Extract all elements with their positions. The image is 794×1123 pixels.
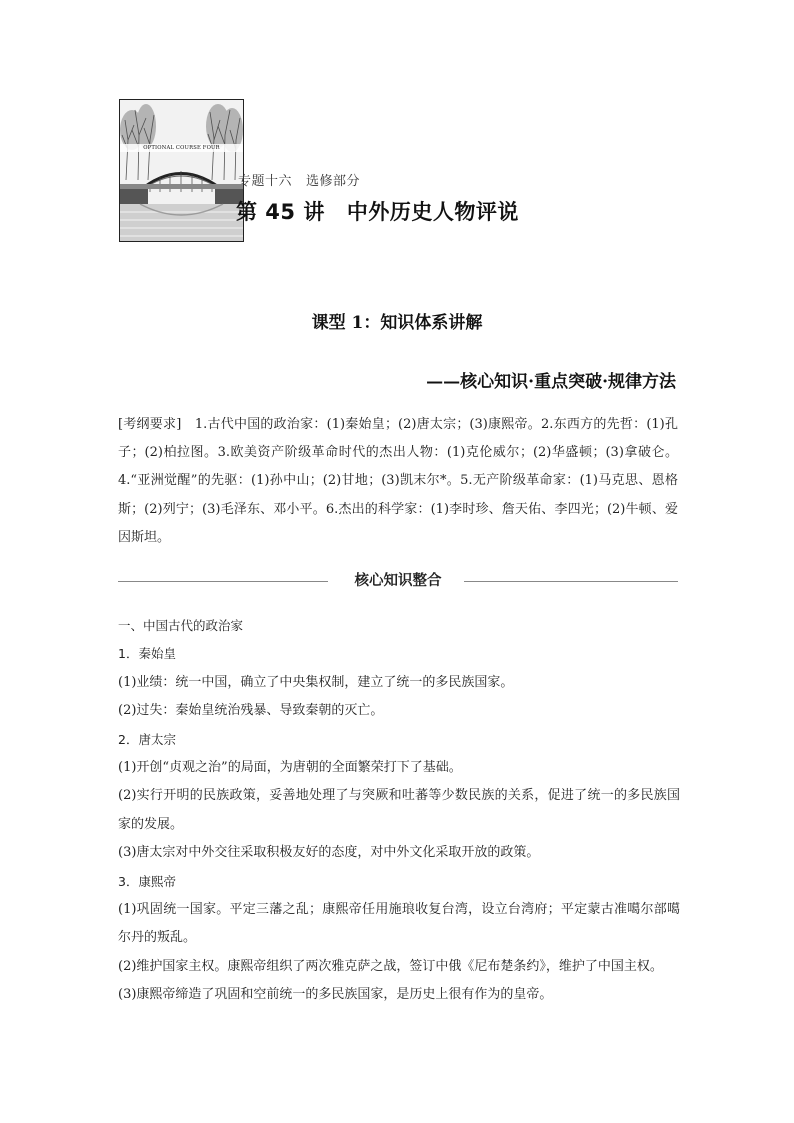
subject-part: 选修部分	[306, 174, 361, 189]
subject-line	[238, 170, 360, 189]
subsection-title-kangxi: 3．康熙帝	[118, 873, 176, 889]
subsection-title-qin: 1．秦始皇	[118, 646, 176, 662]
paragraph: (2)实行开明的民族政策，妥善地处理了与突厥和吐蕃等少数民族的关系，促进了统一的多民族国家的发展。	[118, 788, 680, 832]
lesson-type-heading: 课型 1：知识体系讲解	[311, 313, 483, 333]
cover-image	[119, 99, 244, 242]
paragraph: (1)巩固统一国家。平定三藩之乱；康熙帝任用施琅收复台湾，设立台湾府；平定蒙古准噶尔部噶尔丹的叛乱。	[118, 902, 680, 946]
lecture-title	[236, 196, 519, 226]
cover-caption: OPTIONAL COURSE FOUR	[143, 145, 220, 151]
exam-requirements: [考纲要求] 1.古代中国的政治家：(1)秦始皇；(2)唐太宗；(3)康熙帝。2.东西方的先哲：(1)孔子；(2)柏拉图。3.欧美资产阶级革命时代的杰出人物：(1)克伦威尔；(2)华盛顿；(3)拿破仑。4.“亚洲觉醒”的先驱：(1)孙中山；(2)甘地；(3)凯末尔*。5.无产阶级革命家：(1)马克思、恩格斯；(2)列宁；(3)毛泽东、邓小平。6.杰出的科学家：(1)李时珍、詹天佑、李四光；(2)牛顿、爱因斯坦。	[118, 417, 678, 545]
paragraph: (1)业绩：统一中国，确立了中央集权制，建立了统一的多民族国家。	[118, 674, 514, 690]
lesson-subtitle: ——核心知识·重点突破·规律方法	[426, 372, 676, 392]
divider-line-right	[464, 581, 678, 582]
paragraph: (1)开创“贞观之治”的局面，为唐朝的全面繁荣打下了基础。	[118, 760, 462, 776]
part-title: 一、中国古代的政治家	[118, 618, 244, 633]
paragraph: (2)维护国家主权。康熙帝组织了两次雅克萨之战，签订中俄《尼布楚条约》，维护了中国主权。	[118, 958, 663, 974]
section-title: 核心知识整合	[354, 573, 442, 589]
paragraph: (3)康熙帝缔造了巩固和空前统一的多民族国家，是历史上很有作为的皇帝。	[118, 987, 553, 1003]
subsection-title-tang: 2．唐太宗	[118, 731, 176, 747]
paragraph: (2)过失：秦始皇统治残暴、导致秦朝的灭亡。	[118, 703, 384, 719]
subject-topic: 专题十六	[238, 174, 293, 189]
content-body	[118, 612, 680, 1010]
lecture-number: 第 45 讲	[236, 200, 325, 224]
lecture-name: 中外历史人物评说	[346, 200, 519, 224]
section-divider	[118, 570, 678, 592]
bridge-photo	[120, 100, 243, 241]
paragraph: (3)唐太宗对中外交往采取积极友好的态度，对中外文化采取开放的政策。	[118, 845, 540, 861]
